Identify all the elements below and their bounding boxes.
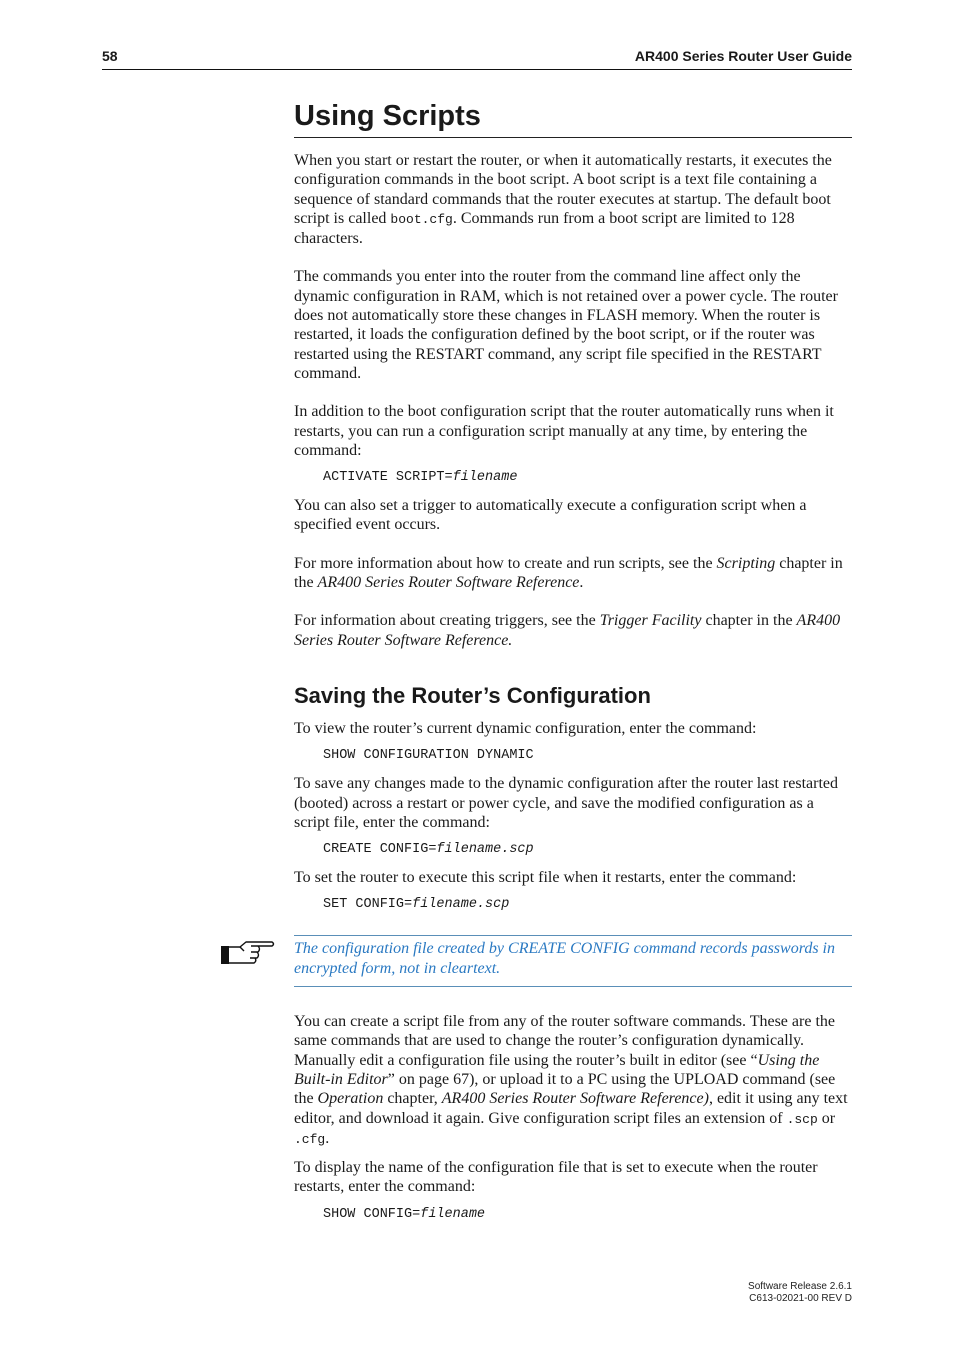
page-content (294, 98, 852, 1224)
paragraph: To view the router’s current dynamic configuration, enter the command: (294, 719, 757, 737)
command-example: ACTIVATE SCRIPT=filename (323, 470, 518, 486)
command-example: SHOW CONFIG=filename (323, 1206, 486, 1222)
paragraph: For information about creating triggers, see the Trigger Facility chapter in the AR400 Series Router Software Reference. (294, 612, 841, 649)
paragraph: You can create a script file from any of the router software commands. These are the same commands that are used to change the router’s configuration dynamically. Manually edit a configuration file using the router’s built in editor (see “Using the Built-in Editor” on page 67), or upload it to a PC using the UPLOAD command (see the Operation chapter, AR400 Series Router Software Reference), edit it using any text editor, and download it again. Give configuration script files an extension of .scp or .cfg. (294, 1013, 848, 1147)
inline-code: boot.cfg (390, 211, 453, 227)
note-text: The configuration file created by CREATE CONFIG command records passwords in encrypted form, not in cleartext. (294, 940, 835, 977)
document-code: C613-02021-00 REV D (749, 1293, 852, 1304)
software-release: Software Release 2.6.1 (748, 1281, 852, 1292)
inline-code: .scp (786, 1111, 818, 1127)
subsection-title: Saving the Router’s Configuration (294, 682, 651, 708)
paragraph: The commands you enter into the router from the command line affect only the dynamic configuration in RAM, which is not retained over a power cycle. The router does not automatically store these changes in FLASH memory. When the router is restarted, it loads the configuration defined by the boot script, or if the router was restarted using the RESTART command, any script file specified in the RESTART command. (294, 268, 838, 382)
paragraph: To display the name of the configuration file that is set to execute when the router restarts, enter the command: (294, 1159, 818, 1196)
note-box (294, 935, 852, 987)
command-example: SHOW CONFIGURATION DYNAMIC (323, 748, 534, 764)
command-example: CREATE CONFIG=filename.scp (323, 842, 534, 858)
page-number: 58 (102, 48, 118, 64)
paragraph: For more information about how to create and run scripts, see the Scripting chapter in the AR400 Series Router Software Reference. (294, 554, 843, 592)
paragraph: To save any changes made to the dynamic configuration after the router last restarted (booted) across a restart or power cycle, and save the modified configuration as a script file, enter the command: (294, 775, 838, 831)
inline-code: .cfg (294, 1131, 326, 1147)
command-example: SET CONFIG=filename.scp (323, 897, 510, 913)
paragraph: You can also set a trigger to automatically execute a configuration script when a specified event occurs. (294, 497, 807, 534)
pointing-hand-icon (220, 938, 276, 966)
paragraph: To set the router to execute this script file when it restarts, enter the command: (294, 869, 797, 887)
section-title: Using Scripts (294, 98, 852, 138)
page-header (102, 47, 852, 70)
guide-title: AR400 Series Router User Guide (634, 48, 852, 64)
paragraph: When you start or restart the router, or when it automatically restarts, it executes the configuration commands in the boot script. A boot script is a text file containing a sequence of standard commands that the router executes at startup. The default boot script is called boot.cfg. Commands run from a boot script are limited to 128 characters. (294, 152, 832, 248)
page-footer (748, 1281, 852, 1305)
paragraph: In addition to the boot configuration script that the router automatically runs when it restarts, you can run a configuration script manually at any time, by entering the command: (294, 403, 834, 459)
